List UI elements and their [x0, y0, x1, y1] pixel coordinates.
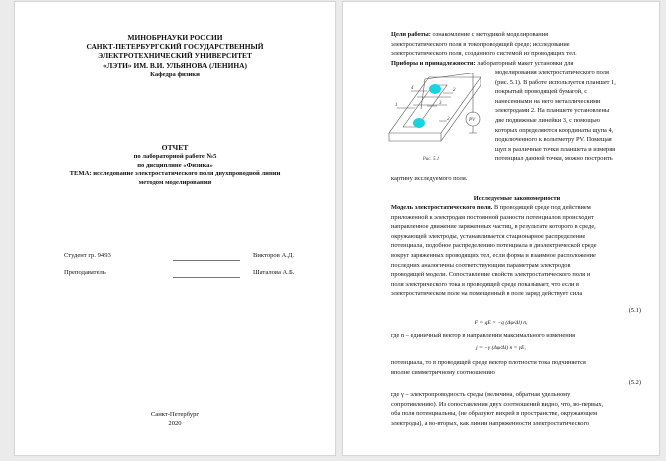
equation-5-1: F = qE = −q (Δφ/Δl) n, [474, 320, 528, 326]
electrode-top [429, 84, 441, 94]
signature-name: Викторов А.Д. [253, 252, 295, 259]
university-line-1: САНКТ-ПЕТЕРБУРГСКИЙ ГОСУДАРСТВЕННЫЙ [86, 42, 264, 52]
svg-text:3: 3 [439, 101, 442, 106]
after-eq2-text: потенциала, то в проводящей среде вектор плотности тока подчиняется вполне симметричному соотношению [391, 359, 586, 376]
signature-role: Преподаватель [64, 269, 106, 276]
page-footer [15, 410, 335, 428]
equation-number-5-1: (5.1) [628, 307, 641, 314]
electrode-bottom [413, 118, 425, 128]
university-line-2: ЭЛЕКТРОТЕХНИЧЕСКИЙ УНИВЕРСИТЕТ [98, 51, 252, 61]
svg-text:2: 2 [453, 88, 456, 93]
lab-setup-diagram [381, 73, 481, 157]
section-title: Исследуемые закономерности [473, 195, 561, 202]
signature-role: Студент гр. 9493 [64, 252, 111, 259]
equipment-paragraph: моделирования электростатического поля (рис. 5.1). В работе используется планшет 1, покрытый проводящей бумагой, с нанесенными на него металлическими электродами 2. На планшете установлены две подвижные линейки 3, с помощью которых определяются координаты щупа 4, подключенного к вольтметру PV. Помещая щуп в различные точки планшета и измеряя потенциал данной точки, можно построить [495, 69, 616, 163]
figure-5-1 [381, 73, 481, 168]
goals-label: Цели работы: [391, 31, 431, 38]
goals-paragraph: Цели работы: ознакомление с методикой моделирования электростатического поля в токопроводящей среде; исследование электростатического поля, созданного системой из проводящих тел. Приборы и принадлежности: лабораторный макет установки для [391, 31, 577, 67]
equipment-label: Приборы и принадлежности: [391, 59, 476, 67]
svg-text:PV: PV [469, 118, 476, 123]
svg-text:2: 2 [447, 117, 450, 122]
university-line-3: «ЛЭТИ» ИМ. В.И. УЛЬЯНОВА (ЛЕНИНА) [103, 60, 247, 70]
equation-number-5-2: (5.2) [628, 379, 641, 386]
university-header [15, 33, 335, 79]
ministry-line: МИНОБРНАУКИ РОССИИ [127, 33, 223, 42]
document-page-title [14, 1, 336, 456]
document-page-content [342, 1, 660, 456]
department: Кафедра физики [150, 70, 200, 78]
model-label: Модель электростатического поля. [391, 204, 493, 211]
city: Санкт-Петербург [150, 411, 200, 418]
lab-number: по лабораторной работе №5 [133, 153, 217, 160]
svg-text:4: 4 [411, 86, 414, 91]
year: 2020 [168, 420, 182, 427]
model-paragraph: Модель электростатического поля. В проводящей среде под действием приложенной к электродам постоянной разности потенциалов происходит направленное движение заряженных частиц, в результате которого в среде, окружающей электроды, устанавливается стационарное распределение потенциала, подобное распределению потенциала в диэлектрической среде вокруг заряженных проводящих тел, если форма и взаимное расположение последних аналогичны соответствующим параметрам электродов проводящей модели. Сопоставление свойств электростатического поля и поля электрического тока в проводящей среде показывает, что если в электростатическом поле на помещенный в поле заряд действует сила [391, 204, 597, 298]
signature-name: Шаталова А.Б. [253, 269, 295, 276]
signature-line [173, 277, 240, 278]
report-block [15, 143, 335, 187]
equation-5-2: j = −γ (Δφ/Δl) n = γE, [476, 345, 526, 351]
figure-caption: Рис. 5.1 [422, 157, 440, 162]
discipline: по дисциплине «Физика» [137, 161, 213, 169]
equipment-last-line: картину исследуемого поля. [391, 175, 468, 182]
after-eq1-text: где n – единичный вектор в направлении максимального изменения [391, 332, 576, 339]
report-title: ОТЧЕТ [161, 143, 189, 152]
signature-line [173, 260, 240, 261]
svg-text:1: 1 [395, 103, 398, 108]
tail-paragraph: где γ – электропроводность среды (величина, обратная удельному сопротивлению). Из сопоставления двух соотношений видно, что, во-первых, оба поля потенциальны, (не образуют вихрей в пространстве, окружающем электроды), а во-вторых, как линии напряженности электростатического [391, 391, 604, 427]
topic-line-1: ТЕМА: исследование электростатического поля двухпроводной линии [69, 170, 281, 178]
topic-line-2: методом моделирования [138, 178, 212, 186]
